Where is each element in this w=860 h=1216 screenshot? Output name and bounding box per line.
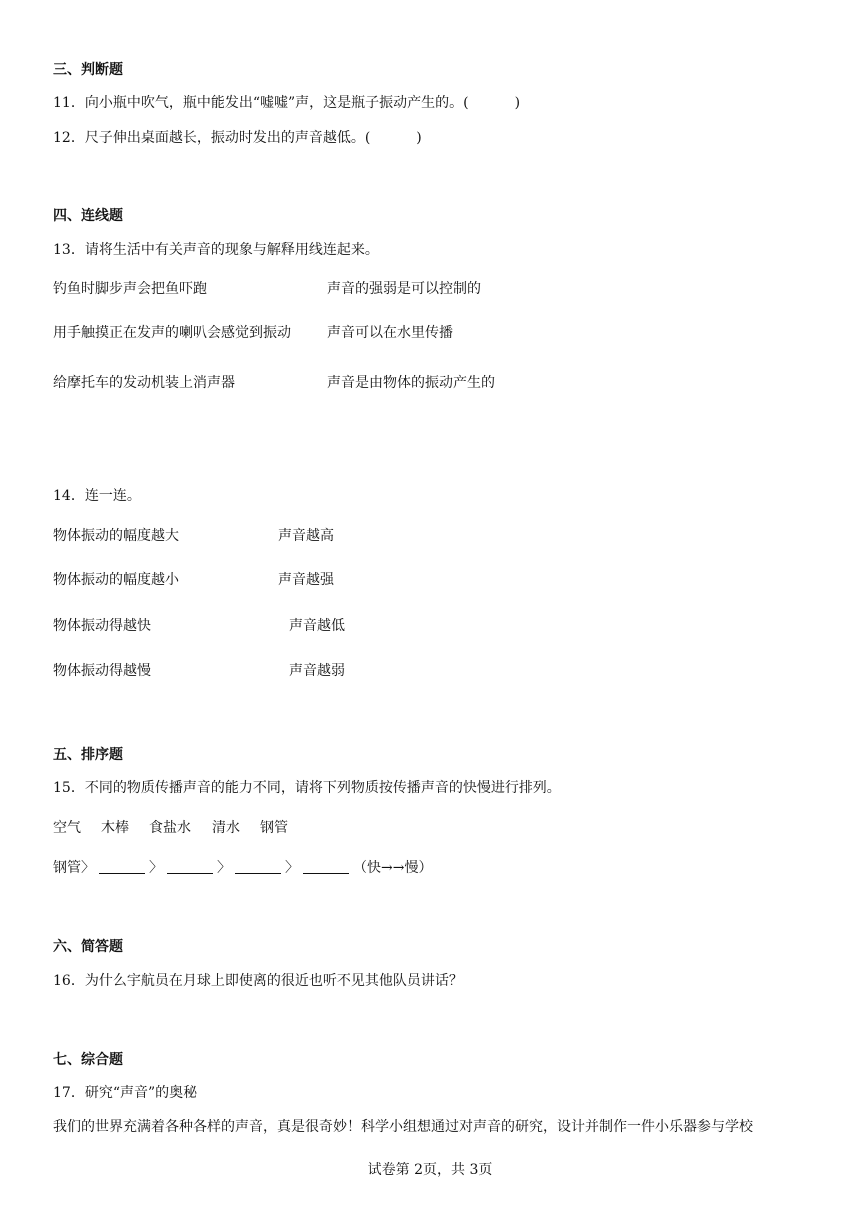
q14-left-item: 物体振动的幅度越小 [53, 572, 179, 588]
material-item: 清水 [212, 820, 240, 836]
q13-left-item: 用手触摸正在发声的喇叭会感觉到振动 [53, 325, 291, 341]
ordering-blank[interactable] [303, 859, 349, 874]
ordering-start: 钢管〉 [53, 860, 95, 876]
q13-right-item: 声音可以在水里传播 [327, 325, 453, 341]
section-heading-judgement: 三、判断题 [53, 62, 123, 78]
ordering-sep: 〉 [149, 860, 163, 876]
ordering-blank[interactable] [235, 859, 281, 874]
material-item: 食盐水 [149, 820, 191, 836]
ordering-blank[interactable] [99, 859, 145, 874]
q14-right-item: 声音越弱 [289, 663, 345, 679]
section-heading-comprehensive: 七、综合题 [53, 1052, 123, 1068]
q13-right-item: 声音是由物体的振动产生的 [327, 375, 495, 391]
question-14-prompt: 14．连一连。 [53, 488, 141, 504]
ordering-answer-line [53, 859, 432, 877]
ordering-sep: 〉 [285, 860, 299, 876]
q14-right-item: 声音越强 [278, 572, 334, 588]
q14-right-item: 声音越低 [289, 618, 345, 634]
question-15-prompt: 15．不同的物质传播声音的能力不同，请将下列物质按传播声音的快慢进行排列。 [53, 780, 561, 796]
section-heading-short-answer: 六、简答题 [53, 939, 123, 955]
q13-right-item: 声音的强弱是可以控制的 [327, 281, 481, 297]
question-11 [53, 94, 520, 112]
question-16: 16．为什么宇航员在月球上即使离的很近也听不见其他队员讲话？ [53, 973, 463, 989]
question-13-prompt: 13．请将生活中有关声音的现象与解释用线连起来。 [53, 242, 379, 258]
question-17-body: 我们的世界充满着各种各样的声音，真是很奇妙！科学小组想通过对声音的研究，设计并制作一件小乐器参与学校 [53, 1119, 753, 1135]
question-12-text: 12．尺子伸出桌面越长，振动时发出的声音越低。( [53, 130, 371, 146]
question-12-close: ) [416, 130, 422, 146]
material-item: 空气 [53, 820, 81, 836]
ordering-blank[interactable] [167, 859, 213, 874]
q14-left-item: 物体振动的幅度越大 [53, 528, 179, 544]
q14-right-item: 声音越高 [278, 528, 334, 544]
page-footer: 试卷第 2页，共 3页 [367, 1162, 493, 1178]
section-heading-matching: 四、连线题 [53, 208, 123, 224]
question-12 [53, 129, 422, 147]
material-item: 木棒 [101, 820, 129, 836]
ordering-suffix: （快→→慢） [353, 860, 433, 876]
question-11-text: 11．向小瓶中吹气，瓶中能发出“嘘嘘”声，这是瓶子振动产生的。( [53, 95, 469, 111]
section-heading-ordering: 五、排序题 [53, 747, 123, 763]
ordering-sep: 〉 [217, 860, 231, 876]
material-item: 钢管 [260, 820, 288, 836]
q13-left-item: 钓鱼时脚步声会把鱼吓跑 [53, 281, 207, 297]
q14-left-item: 物体振动得越快 [53, 618, 151, 634]
q13-left-item: 给摩托车的发动机装上消声器 [53, 375, 235, 391]
q14-left-item: 物体振动得越慢 [53, 663, 151, 679]
question-11-close: ) [514, 95, 521, 111]
question-17: 17．研究“声音”的奥秘 [53, 1085, 198, 1101]
